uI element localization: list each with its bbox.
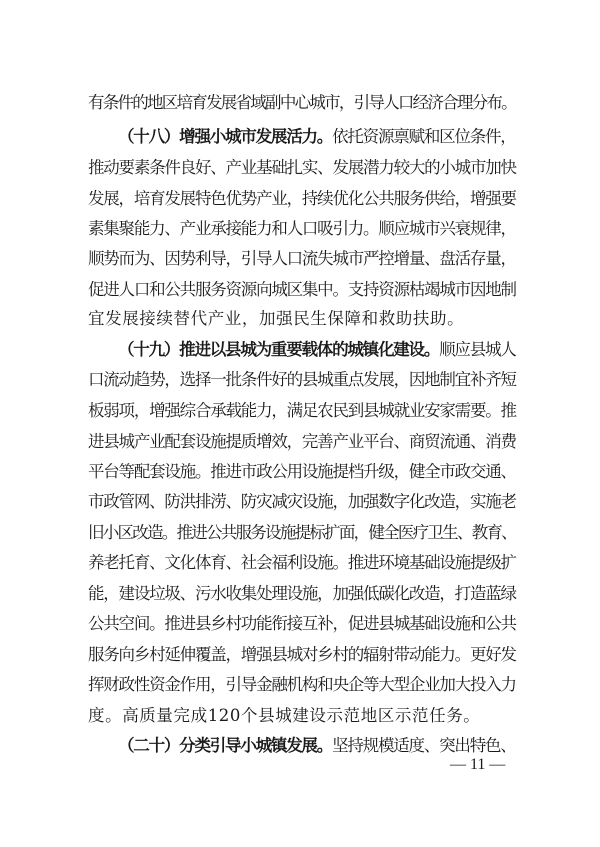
text-line: 能，建设垃圾、污水收集处理设施，加强低碳化改造，打造蓝绿 [88,584,516,603]
text-line: 挥财政性资金作用，引导金融机构和央企等大型企业加大投入力 [88,675,516,694]
text-line: 进县城产业配套设施提质增效，完善产业平台、商贸流通、消费 [88,432,516,451]
section-heading: （十九）推进以县城为重要载体的城镇化建设。 [118,340,440,359]
text-line: 服务向乡村延伸覆盖，增强县城对乡村的辐射带动能力。更好发 [88,645,516,664]
text-line: 旧小区改造。推进公共服务设施提标扩面，健全医疗卫生、教育、 [88,523,516,542]
text-line: 推动要素条件良好、产业基础扎实、发展潜力较大的小城市加快 [88,158,516,177]
text-line: 口流动趋势，选择一批条件好的县城重点发展，因地制宜补齐短 [88,370,516,389]
text-line: 公共空间。推进县乡村功能衔接互补，促进县城基础设施和公共 [88,614,516,633]
section-20-heading-line: （二十）分类引导小城镇发展。坚持规模适度、突出特色、 [118,736,516,755]
text-line: 度。高质量完成120个县城建设示范地区示范任务。 [88,706,481,725]
text-line: 促进人口和公共服务资源向城区集中。支持资源枯竭城市因地制 [88,280,516,299]
section-heading: （十八）增强小城市发展活力。 [118,127,333,146]
page-number: — 11 — [450,756,506,773]
text-line: 养老托育、文化体育、社会福利设施。推进环境基础设施提级扩 [88,553,516,572]
text-line: 平台等配套设施。推进市政公用设施提档升级，健全市政交通、 [88,462,516,481]
text-line: 板弱项，增强综合承载能力，满足农民到县城就业安家需要。推 [88,401,516,420]
section-19-heading-line: （十九）推进以县城为重要载体的城镇化建设。顺应县城人 [118,340,516,359]
text-line: 市政管网、防洪排涝、防灾减灾设施，加强数字化改造，实施老 [88,492,516,511]
text-line: 素集聚能力、产业承接能力和人口吸引力。顺应城市兴衰规律， [88,219,516,238]
section-heading: （二十）分类引导小城镇发展。 [118,736,333,755]
section-18-heading-line: （十八）增强小城市发展活力。依托资源禀赋和区位条件， [118,127,516,146]
text-line: 发展，培育发展特色优势产业，持续优化公共服务供给，增强要 [88,189,516,208]
text-line: 顺势而为、因势利导，引导人口流失城市严控增量、盘活存量， [88,249,516,268]
text-line: 有条件的地区培育发展省域副中心城市，引导人口经济合理分布。 [88,93,516,112]
text-line: 宜发展接续替代产业，加强民生保障和救助扶助。 [88,309,465,328]
